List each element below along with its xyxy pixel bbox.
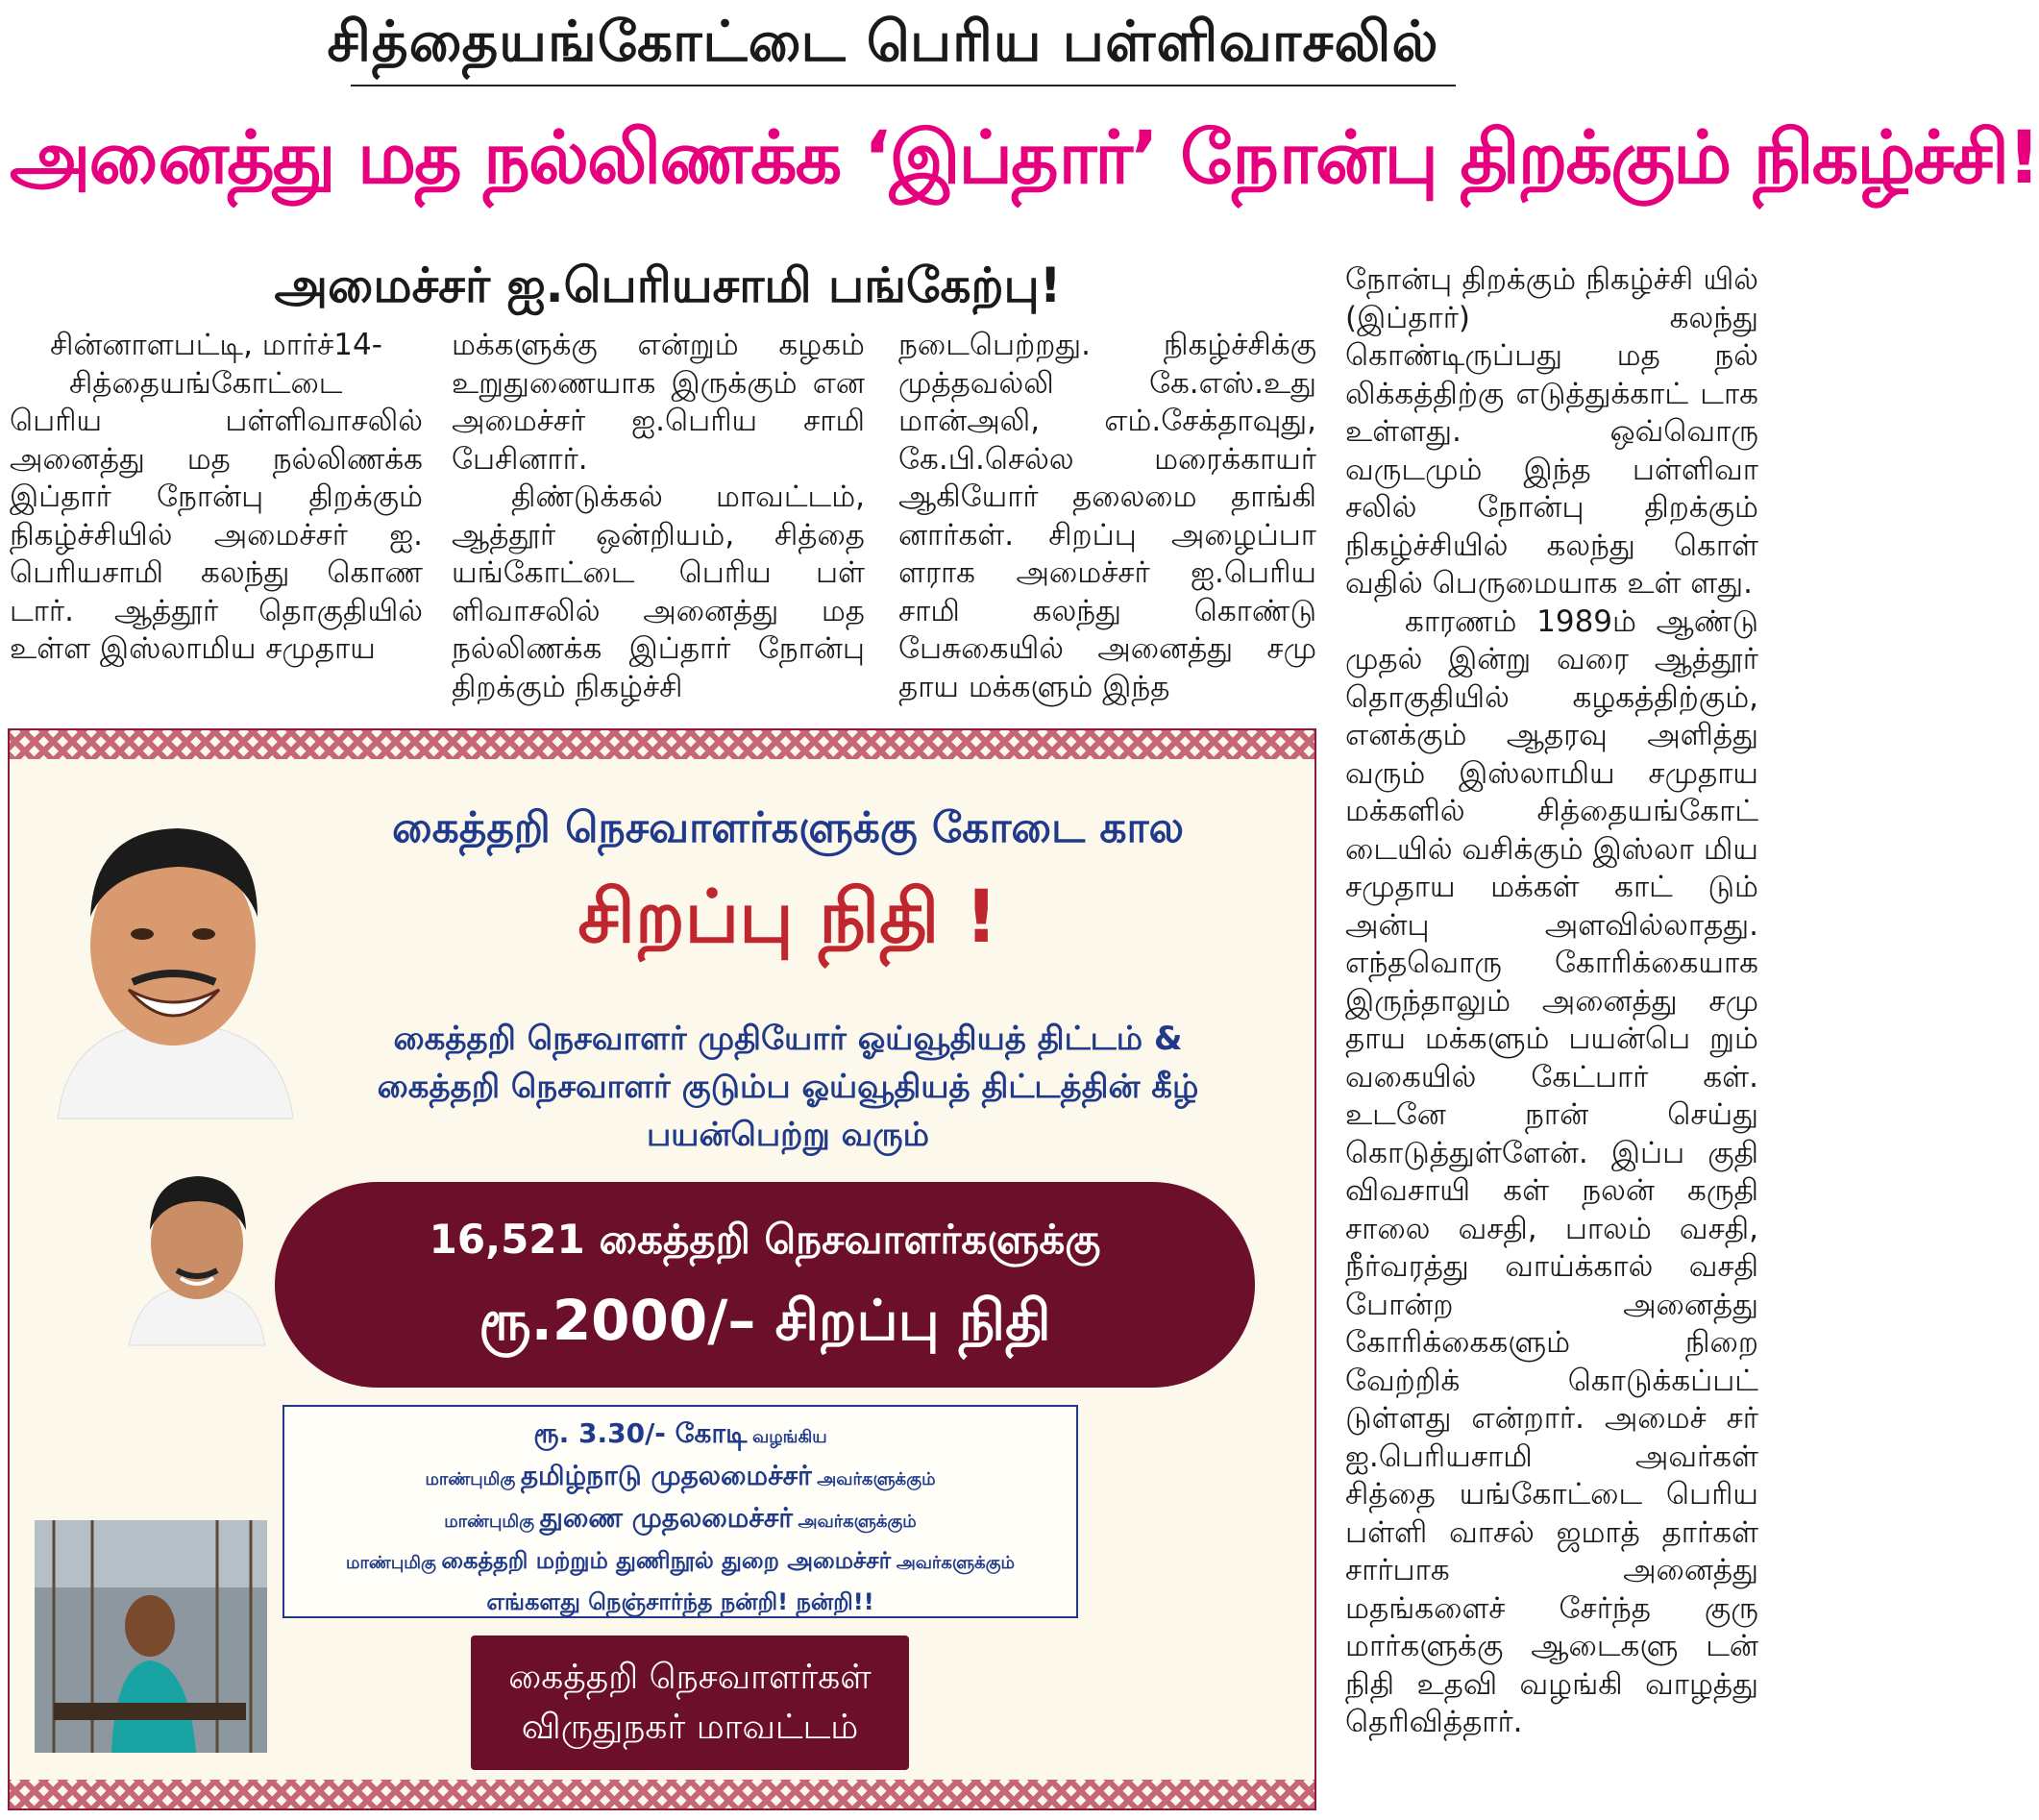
total-amount: ரூ. 3.30/- கோடி [533, 1417, 748, 1449]
minister-title: கைத்தறி மற்றும் துணிநூல் துறை அமைச்சர் [441, 1547, 892, 1574]
signature-line: கைத்தறி நெசவாளர்கள் [508, 1658, 872, 1697]
amount-suffix: வழங்கிய [751, 1427, 827, 1447]
weaver-photo [35, 1520, 267, 1753]
amount-text: ரூ.2000/– சிறப்பு நிதி [479, 1288, 1051, 1353]
scheme-line: பயன்பெற்று வரும் [647, 1116, 929, 1154]
honorific: மாண்புமிகு [444, 1512, 534, 1532]
article-column-2 [452, 327, 865, 706]
paragraph: நடைபெற்றது. நிகழ்ச்சிக்கு முத்தவல்லி கே.எஸ்.உது மான்அலி, எம்.சேக்தாவுது, கே.பி.செல்ல மரைக்காயர் ஆகியோர் தலைமை தாங்கி னார்கள். சிறப்பு அழைப்பா ளராக அமைச்சர் ஐ.பெரிய சாமி கலந்து கொண்டு பேசுகையில் அனைத்து சமு தாய மக்களும் இந்த [898, 328, 1316, 704]
paragraph: மக்களுக்கு என்றும் கழகம் உறுதுணையாக இருக்கும் என அமைச்சர் ஐ.பெரிய சாமி பேசினார். [452, 328, 865, 477]
closing-thanks: எங்களது நெஞ்சார்ந்த நன்றி! நன்றி!! [486, 1588, 874, 1615]
honorific: மாண்புமிகு [346, 1553, 436, 1573]
scheme-line: கைத்தறி நெசவாளர் முதியோர் ஓய்வூதியத் திட்டம் & [393, 1020, 1183, 1058]
kicker-divider [351, 85, 1456, 86]
article-headline: அனைத்து மத நல்லிணக்க ‘இப்தார்’ நோன்பு திறக்கும் நிகழ்ச்சி! [10, 114, 2039, 200]
ad-main-title: சிறப்பு நிதி ! [577, 873, 998, 959]
article-column-1 [10, 327, 423, 669]
deputy-cm-title: துணை முதலமைச்சர் [539, 1502, 793, 1534]
ad-border-bottom [10, 1780, 1314, 1808]
ad-thanks-box [283, 1405, 1078, 1618]
article-subhead: அமைச்சர் ஐ.பெரியசாமி பங்கேற்பு! [274, 258, 1062, 313]
paragraph: திண்டுக்கல் மாவட்டம், ஆத்தூர் ஒன்றியம், சித்தை யங்கோட்டை பெரிய பள் ளிவாசலில் அனைத்து மத நல்லிணக்க இப்தார் நோன்பு திறக்கும் நிகழ்ச்சி [452, 480, 865, 704]
scheme-line: கைத்தறி நெசவாளர் குடும்ப ஓய்வூதியத் திட்டத்தின் கீழ் [377, 1068, 1199, 1106]
article-column-4 [1345, 261, 1758, 1742]
signature-line: விருதுநகர் மாவட்டம் [521, 1708, 859, 1747]
dateline: சின்னாளபட்டி, மார்ச்14- [50, 328, 382, 362]
to-them: அவர்களுக்கும் [798, 1512, 917, 1532]
paragraph: நோன்பு திறக்கும் நிகழ்ச்சி யில் (இப்தார்) கலந்து கொண்டிருப்பது மத நல் லிக்கத்திற்கு எடுத்துக்காட் டாக உள்ளது. ஒவ்வொரு வருடமும் இந்த பள்ளிவா சலில் நோன்பு திறக்கும் நிகழ்ச்சியில் கலந்து கொள் வதில் பெருமையாக உள் ளது. [1345, 262, 1758, 601]
ad-border-top [10, 730, 1314, 759]
honorific: மாண்புமிகு [425, 1469, 516, 1489]
article-column-3 [898, 327, 1316, 706]
chief-minister-title: தமிழ்நாடு முதலமைச்சர் [520, 1460, 812, 1491]
advertisement [8, 728, 1316, 1810]
ad-scheme-text [327, 1015, 1249, 1159]
ad-amount-banner [275, 1182, 1255, 1388]
portrait-deputy-minister [125, 1163, 269, 1345]
to-them: அவர்களுக்கும் [896, 1553, 1015, 1573]
paragraph: சித்தையங்கோட்டை பெரிய பள்ளிவாசலில் அனைத்து மத நல்லிணக்க இப்தார் நோன்பு திறக்கும் நிகழ்ச்சியில் அமைச்சர் ஐ. பெரியசாமி கலந்து கொண டார். ஆத்தூர் தொகுதியில் உள்ள இஸ்லாமிய சமுதாய [10, 365, 423, 666]
ad-title-line: கைத்தறி நெசவாளர்களுக்கு கோடை கால [391, 803, 1185, 852]
beneficiary-count: 16,521 கைத்தறி நெசவாளர்களுக்கு [429, 1216, 1101, 1263]
ad-signature-box [471, 1636, 909, 1770]
portrait-chief-minister [48, 801, 298, 1119]
to-them: அவர்களுக்கும் [817, 1469, 936, 1489]
article-kicker: சித்தையங்கோட்டை பெரிய பள்ளிவாசலில் [327, 9, 1439, 74]
paragraph: காரணம் 1989ம் ஆண்டு முதல் இன்று வரை ஆத்தூர் தொகுதியில் கழகத்திற்கும், எனக்கும் ஆதரவு அளித்து வரும் இஸ்லாமிய சமுதாய மக்களில் சித்தையங்கோட் டையில் வசிக்கும் இஸ்லா மிய சமுதாய மக்கள் காட் டும் அன்பு அளவில்லாதது. எந்தவொரு கோரிக்கையாக இருந்தாலும் அனைத்து சமு தாய மக்களும் பயன்பெ றும் வகையில் கேட்பார் கள். உடனே நான் செய்து கொடுத்துள்ளேன். இப்ப குதி விவசாயி கள் நலன் கருதி சாலை வசதி, பாலம் வசதி, நீர்வரத்து வாய்க்கால் வசதி போன்ற அனைத்து கோரிக்கைகளும் நிறை வேற்றிக் கொடுக்கப்பட் டுள்ளது என்றார். அமைச் சர் ஐ.பெரியசாமி அவர்கள் சித்தை யங்கோட்டை பெரிய பள்ளி வாசல் ஜமாத் தார்கள் சார்பாக அனைத்து மதங்களைச் சேர்ந்த குரு மார்களுக்கு ஆடைகளு டன் நிதி உதவி வழங்கி வாழத்து தெரிவித்தார். [1345, 603, 1758, 1739]
